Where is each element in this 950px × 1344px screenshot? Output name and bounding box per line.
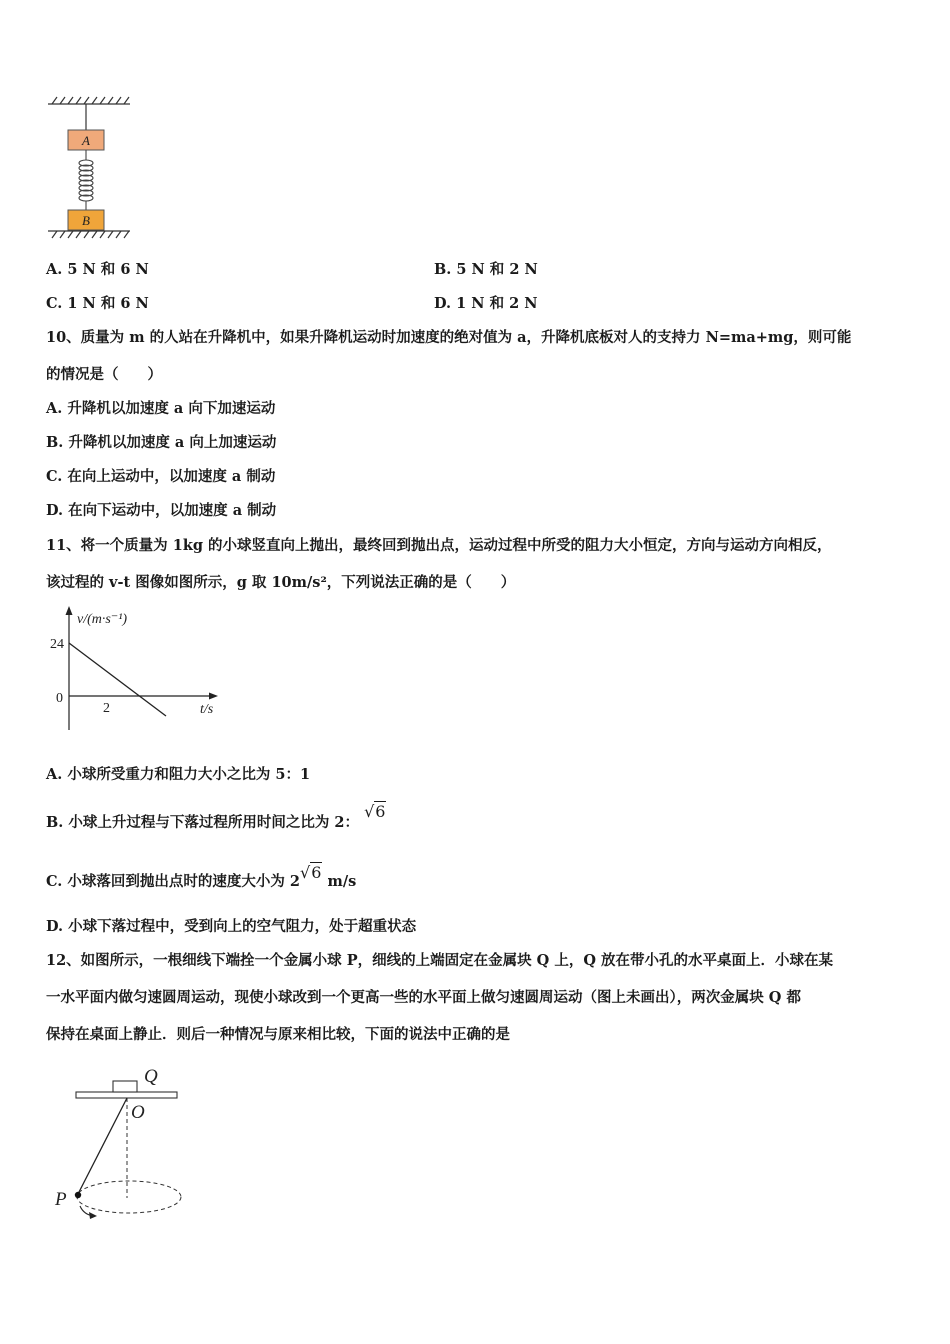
vt-y-axis-label: v/(m·s⁻¹): [77, 612, 128, 627]
sqrt-symbol: √6: [364, 802, 386, 821]
q11-option-b: [46, 802, 386, 834]
block-q: [113, 1081, 137, 1092]
q12-stem-line-3: 保持在桌面上静止．则后一种情况与原来相比较，下面的说法中正确的是: [46, 1026, 510, 1043]
spring-blocks-figure: [40, 94, 140, 244]
q11-option-b-text: B. 小球上升过程与下落过程所用时间之比为 2：: [46, 814, 359, 831]
block-b-label: B: [82, 213, 90, 228]
q9-option-c: C. 1 N 和 6 N: [46, 295, 149, 312]
vt-x-tick-2: 2: [103, 701, 110, 716]
q11-option-c-prefix: C. 小球落回到抛出点时的速度大小为 2: [46, 873, 301, 890]
table-top: [76, 1092, 177, 1098]
q11-stem-line-2: 该过程的 v-t 图像如图所示，g 取 10m/s²，下列说法正确的是（ ）: [46, 574, 516, 591]
q11-option-a: A. 小球所受重力和阻力大小之比为 5：1: [46, 766, 311, 783]
vt-origin-label: 0: [56, 691, 63, 706]
q10-option-c: C. 在向上运动中，以加速度 a 制动: [46, 468, 276, 485]
q10-stem-line-1: 10、质量为 m 的人站在升降机中，如果升降机运动时加速度的绝对值为 a，升降机底板对人的支持力 N=ma+mg，则可能: [46, 329, 852, 346]
q11-option-b-radicand: 6: [375, 802, 386, 821]
q12-stem-line-1: 12、如图所示，一根细线下端拴一个金属小球 P，细线的上端固定在金属块 Q 上，Q 放在带小孔的水平桌面上．小球在某: [46, 952, 834, 969]
q11-option-c: [46, 863, 357, 893]
q10-option-b: B. 升降机以加速度 a 向上加速运动: [46, 434, 277, 451]
q11-option-c-radicand: 6: [311, 863, 322, 882]
q11-option-c-suffix: m/s: [322, 873, 357, 890]
vt-graph: [44, 604, 234, 734]
vt-x-axis-label: t/s: [200, 702, 214, 717]
vt-y-tick-24: 24: [50, 637, 64, 652]
q9-option-a: A. 5 N 和 6 N: [46, 261, 149, 278]
q11-stem-line-1: 11、将一个质量为 1kg 的小球竖直向上抛出，最终回到抛出点，运动过程中所受的阻力大小恒定，方向与运动方向相反，: [46, 537, 832, 554]
q9-option-b: B. 5 N 和 2 N: [434, 261, 538, 278]
q11-option-d: D. 小球下落过程中，受到向上的空气阻力，处于超重状态: [46, 918, 417, 935]
q12-stem-line-2: 一水平面内做匀速圆周运动，现使小球改到一个更高一些的水平面上做匀速圆周运动（图上未画出），两次金属块 Q 都: [46, 989, 801, 1006]
orbit-circle: [77, 1181, 181, 1213]
q9-option-d: D. 1 N 和 2 N: [434, 295, 538, 312]
block-a-label: A: [82, 133, 90, 148]
conical-pendulum-figure: [50, 1060, 190, 1225]
sqrt-symbol: √6: [300, 863, 322, 882]
block-q-label: Q: [144, 1066, 158, 1087]
ball-p: [75, 1192, 81, 1198]
hole-o-label: O: [131, 1102, 145, 1123]
thread: [78, 1098, 127, 1194]
q10-option-d: D. 在向下运动中，以加速度 a 制动: [46, 502, 277, 519]
q10-option-a: A. 升降机以加速度 a 向下加速运动: [46, 400, 276, 417]
ball-p-label: P: [55, 1189, 67, 1210]
vt-line-segment: [69, 643, 166, 716]
q10-stem-line-2: 的情况是（ ）: [46, 366, 162, 383]
